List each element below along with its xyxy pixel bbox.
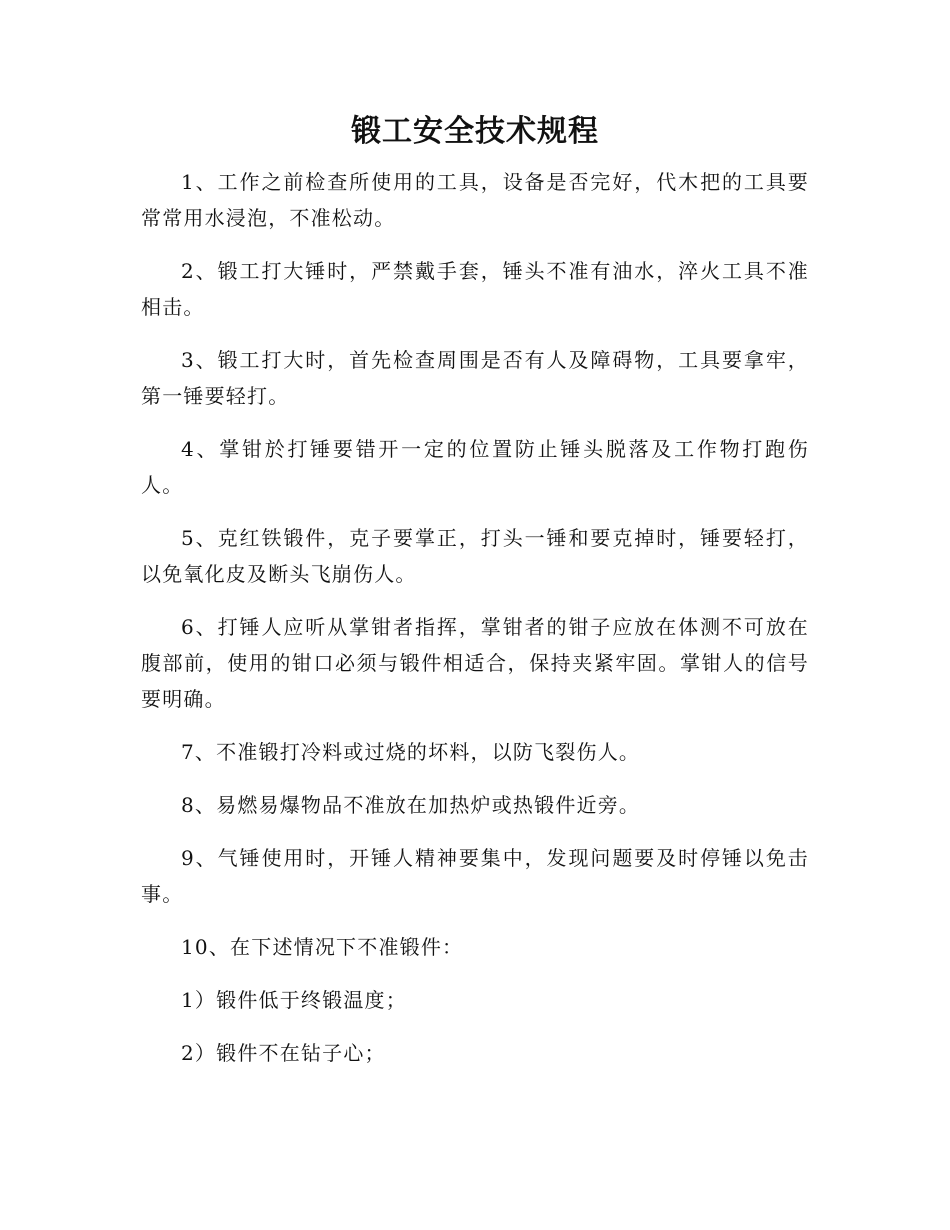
- document-body: [141, 164, 809, 1088]
- sub-item-2: 2）锻件不在钻子心；: [181, 1041, 386, 1065]
- paragraph-8: 8、易燃易爆物品不准放在加热炉或热锻件近旁。: [181, 793, 641, 817]
- paragraph-3: 3、锻工打大时，首先检查周围是否有人及障碍物，工具要拿牢，第一锤要轻打。: [141, 348, 809, 408]
- document-title: 锻工安全技术规程: [351, 114, 599, 149]
- paragraph-10: 10、在下述情况下不准锻件：: [181, 935, 464, 959]
- sub-item-1: 1）锻件低于终锻温度；: [181, 988, 407, 1012]
- paragraph-5: 5、克红铁锻件，克子要掌正，打头一锤和要克掉时，锤要轻打，以免氧化皮及断头飞崩伤人。: [141, 526, 809, 586]
- paragraph-9: 9、气锤使用时，开锤人精神要集中，发现问题要及时停锤以免击事。: [141, 846, 809, 906]
- paragraph-2: 2、锻工打大锤时，严禁戴手套，锤头不准有油水，淬火工具不准相击。: [141, 259, 809, 319]
- paragraph-7: 7、不准锻打冷料或过烧的坏料，以防飞裂伤人。: [181, 740, 641, 764]
- paragraph-4: 4、掌钳於打锤要错开一定的位置防止锤头脱落及工作物打跑伤人。: [141, 437, 809, 497]
- paragraph-6: 6、打锤人应听从掌钳者指挥，掌钳者的钳子应放在体测不可放在腹部前，使用的钳口必须与锻件相适合，保持夹紧牢固。掌钳人的信号要明确。: [141, 615, 809, 711]
- paragraph-1: 1、工作之前检查所使用的工具，设备是否完好，代木把的工具要常常用水浸泡，不准松动。: [141, 170, 809, 230]
